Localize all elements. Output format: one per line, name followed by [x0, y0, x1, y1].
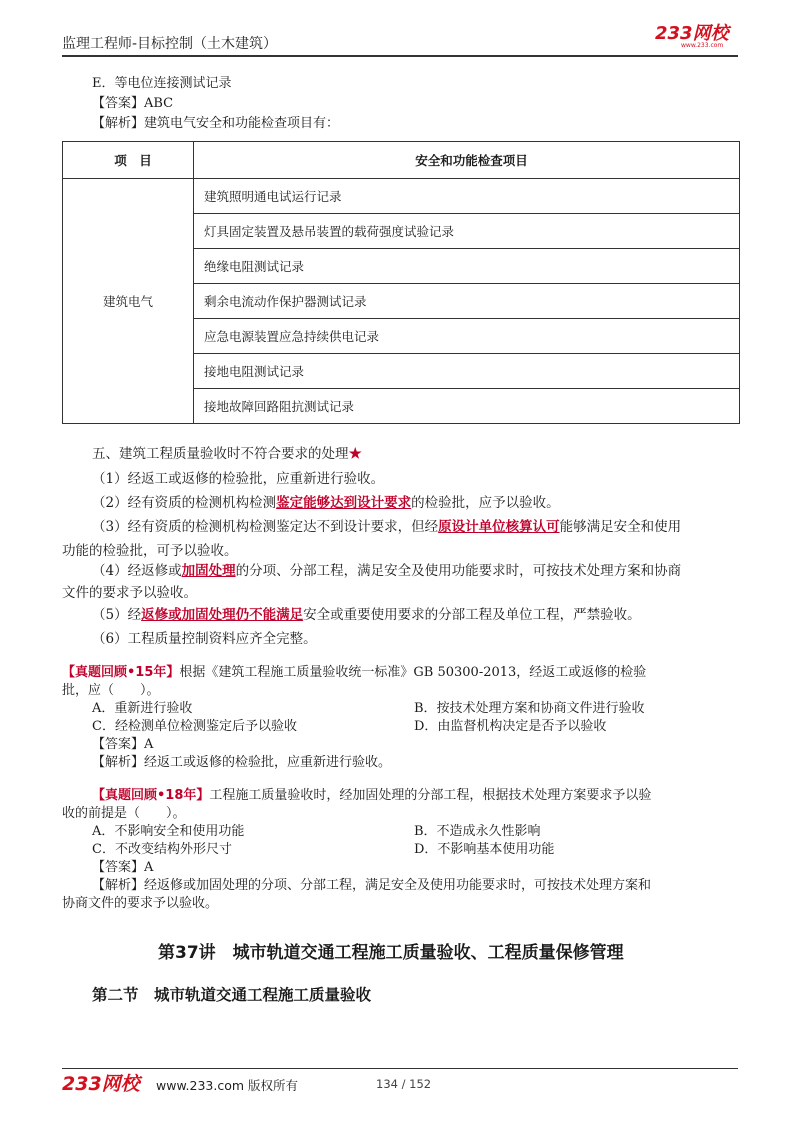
q18-analysis: 【解析】经返修或加固处理的分项、分部工程，满足安全及使用功能要求时，可按技术处理方案和 — [92, 878, 652, 893]
footer-site[interactable]: www.233.com 版权所有 — [156, 1078, 298, 1093]
q18-option-a: A．不影响安全和使用功能 — [92, 824, 245, 839]
table-category: 建筑电气 — [63, 179, 194, 424]
p3-highlight: 原设计单位核算认可 — [438, 519, 560, 535]
p2-text-b: 的检验批，应予以验收。 — [411, 495, 560, 511]
q15-option-c: C．经检测单位检测鉴定后予以验收 — [92, 719, 297, 734]
table-cell: 灯具固定装置及悬吊装置的载荷强度试验记录 — [194, 214, 740, 249]
table-header-check: 安全和功能检查项目 — [194, 142, 740, 179]
q18-stem-a: 工程施工质量验收时，经加固处理的分部工程，根据技术处理方案要求予以验 — [209, 788, 652, 803]
q15-stem — [62, 664, 646, 682]
q15-option-a: A．重新进行验收 — [92, 701, 193, 716]
section-title: 第二节 城市轨道交通工程施工质量验收 — [92, 986, 372, 1004]
p3-text-b: 能够满足安全和使用 — [559, 519, 682, 535]
star-icon: ★ — [348, 446, 362, 462]
section5-title-text: 五、建筑工程质量验收时不符合要求的处理 — [92, 446, 349, 462]
p4-text-a: （4）经返修或 — [92, 563, 182, 579]
footer-logo-text: 233网校 — [62, 1073, 140, 1095]
p3-text-a: （3）经有资质的检测机构检测鉴定达不到设计要求，但经 — [92, 519, 439, 535]
p2-text-a: （2）经有资质的检测机构检测 — [92, 495, 277, 511]
brand-logo-text: 233网校 — [655, 23, 729, 44]
answer-line: 【答案】ABC — [92, 96, 174, 111]
table-cell: 应急电源装置应急持续供电记录 — [194, 319, 740, 354]
section5-p4-cont: 文件的要求予以验收。 — [62, 585, 197, 601]
table-cell: 接地故障回路阻抗测试记录 — [194, 389, 740, 424]
document-header-title: 监理工程师-目标控制（土木建筑） — [62, 36, 278, 52]
table-header-row — [63, 142, 740, 179]
table-cell: 接地电阻测试记录 — [194, 354, 740, 389]
section5-p5 — [92, 604, 641, 626]
safety-check-table — [62, 141, 740, 424]
q18-answer: 【答案】A — [92, 860, 154, 875]
q15-option-b: B．按技术处理方案和协商文件进行验收 — [414, 701, 645, 716]
q15-option-d: D．由监督机构决定是否予以验收 — [414, 719, 607, 734]
lecture-title: 第37讲 城市轨道交通工程施工质量验收、工程质量保修管理 — [158, 943, 624, 963]
header-rule — [62, 55, 738, 57]
q18-analysis-cont: 协商文件的要求予以验收。 — [62, 896, 219, 911]
q15-tag: 【真题回顾•15年】 — [62, 665, 180, 680]
q18-stem-cont: 收的前提是（ ）。 — [62, 806, 186, 821]
q18-stem — [92, 787, 651, 805]
p5-highlight: 返修或加固处理仍不能满足 — [141, 607, 304, 623]
p4-highlight: 加固处理 — [181, 563, 236, 579]
brand-logo[interactable] — [655, 22, 735, 48]
section5-p6: （6）工程质量控制资料应齐全完整。 — [92, 631, 317, 647]
section5-p1: （1）经返工或返修的检验批，应重新进行验收。 — [92, 471, 385, 487]
page-number: 134 / 152 — [376, 1077, 432, 1091]
table-cell: 建筑照明通电试运行记录 — [194, 179, 740, 214]
footer-rule — [62, 1068, 738, 1069]
table-cell: 绝缘电阻测试记录 — [194, 249, 740, 284]
table-row — [63, 179, 740, 214]
q15-analysis: 【解析】经返工或返修的检验批，应重新进行验收。 — [92, 755, 392, 770]
p4-text-b: 的分项、分部工程，满足安全及使用功能要求时，可按技术处理方案和协商 — [235, 563, 682, 579]
p5-text-a: （5）经 — [92, 607, 142, 623]
q15-answer: 【答案】A — [92, 737, 154, 752]
footer-logo[interactable] — [62, 1071, 150, 1095]
table-header-item: 项 目 — [63, 142, 194, 179]
section5-p3 — [92, 516, 681, 538]
q18-option-c: C．不改变结构外形尺寸 — [92, 842, 232, 857]
brand-logo-sub: www.233.com — [681, 42, 724, 48]
section5-p3-cont: 功能的检验批，可予以验收。 — [62, 543, 238, 559]
q18-option-d: D．不影响基本使用功能 — [414, 842, 555, 857]
p5-text-b: 安全或重要使用要求的分部工程及单位工程，严禁验收。 — [303, 607, 641, 623]
q15-stem-cont: 批，应（ ）。 — [62, 683, 160, 698]
analysis-line: 【解析】建筑电气安全和功能检查项目有： — [92, 116, 340, 131]
q18-tag: 【真题回顾•18年】 — [92, 788, 210, 803]
section5-p4 — [92, 560, 681, 582]
q15-stem-a: 根据《建筑工程施工质量验收统一标准》GB 50300-2013，经返工或返修的检验 — [179, 665, 647, 680]
section5-p2 — [92, 492, 560, 514]
table-cell: 剩余电流动作保护器测试记录 — [194, 284, 740, 319]
section5-title — [92, 443, 362, 465]
option-e: E．等电位连接测试记录 — [92, 76, 232, 91]
p2-highlight: 鉴定能够达到设计要求 — [276, 495, 412, 511]
q18-option-b: B．不造成永久性影响 — [414, 824, 541, 839]
